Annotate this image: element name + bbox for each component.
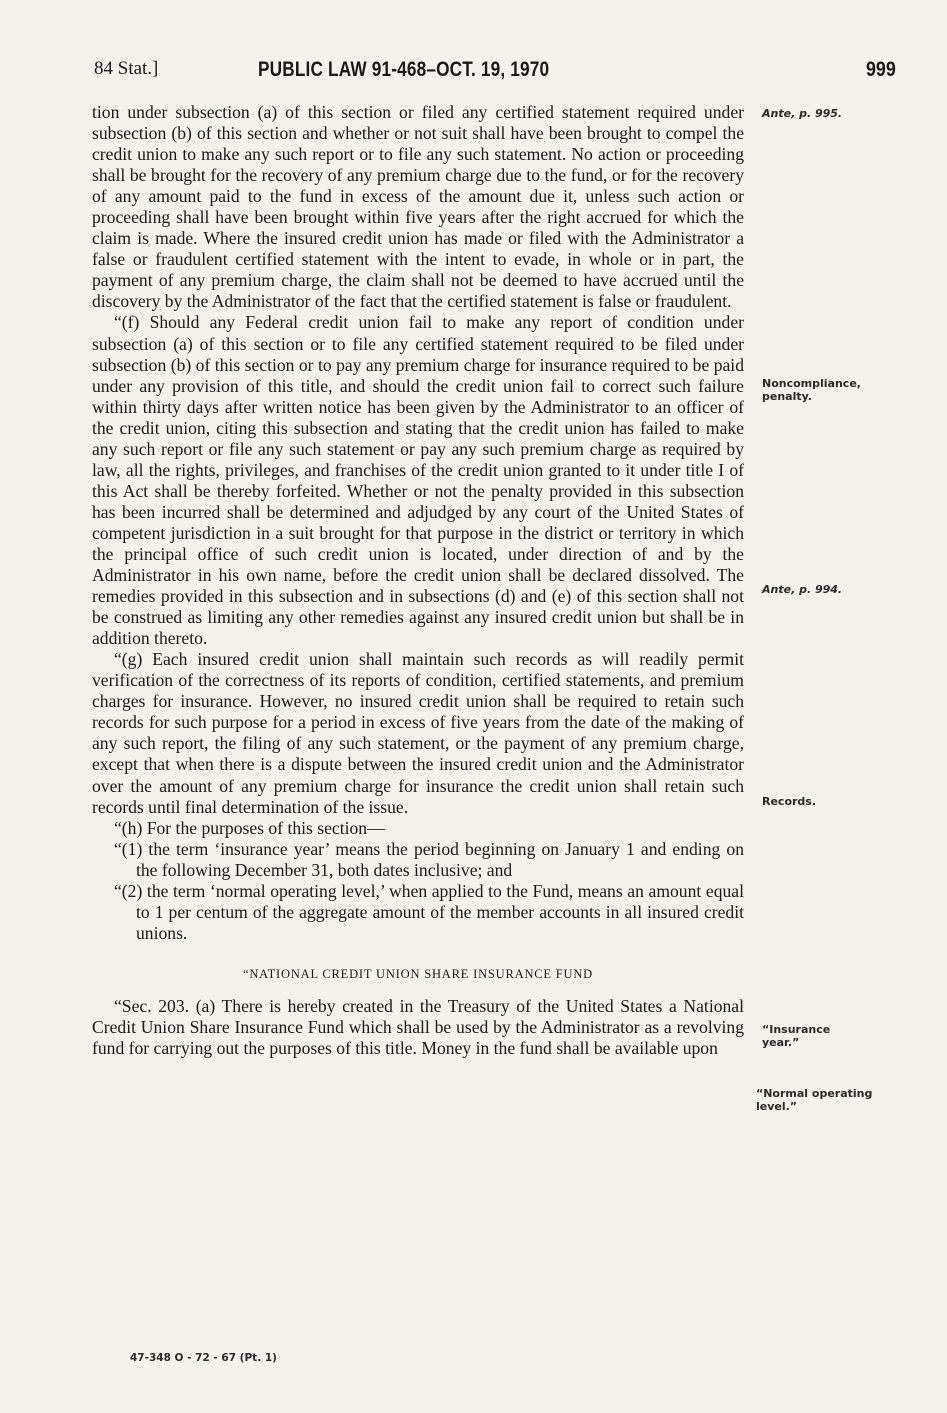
margin-note-records: Records. — [762, 795, 817, 808]
margin-note-insurance-year: “Insurance year.” — [762, 1023, 831, 1049]
paragraph-subsection-h: “(h) For the purposes of this section— — [114, 817, 385, 838]
print-code: 47-348 O - 72 - 67 (Pt. 1) — [130, 1352, 277, 1364]
section-heading: “NATIONAL CREDIT UNION SHARE INSURANCE FUND — [242, 966, 594, 981]
body-text — [92, 102, 744, 1059]
running-title: PUBLIC LAW 91-468–OCT. 19, 1970 — [258, 58, 550, 81]
definition-normal-operating-level: “(2) the term ‘normal operating level,’ when applied to the Fund, means an amount equal to 1 per centum of the aggregate amount of the member accounts in all insured credit unions. — [114, 880, 744, 943]
margin-note-ante-995: Ante, p. 995. — [762, 107, 843, 120]
margin-note-noncompliance: Noncompliance, penalty. — [762, 377, 861, 403]
paragraph-subsection-f: “(f) Should any Federal credit union fail to make any report of condition under subsection (a) of this section or to file any certified statement required to be filed under subsection (b) of this section or to pay any premium charge for insurance required to be paid under any provision of this title, and should the credit union fail to correct such failure within thirty days after written notice has been given by the Administrator to an officer of the credit union, citing this subsection and stating that the credit union has failed to make any such report or file any such statement or pay any such premium charge as required by law, all the rights, privileges, and franchises of the credit union granted to it under title I of this Act shall be thereby forfeited. Whether or not the penalty provided in this subsection has been incurred shall be determined and adjudged by any court of the United States of competent jurisdiction in a suit brought for that purpose in the district or territory in which the principal office of such credit union is located, under direction of and by the Administrator in his own name, before the credit union shall be declared dissolved. The remedies provided in this subsection and in subsections (d) and (e) of this section shall not be construed as limiting any other remedies against any insured credit union but shall be in addition thereto. — [92, 312, 744, 649]
page-number: 999 — [866, 58, 896, 81]
paragraph-section-203: “Sec. 203. (a) There is hereby created in the Treasury of the United States a National Credit Union Share Insurance Fund which shall be used by the Administrator as a revolving fund for carrying out the purposes of this title. Money in the fund shall be available upon — [92, 995, 744, 1059]
page-header — [0, 58, 947, 84]
margin-note-ante-994: Ante, p. 994. — [762, 583, 843, 596]
paragraph-continuation: tion under subsection (a) of this section or filed any certified statement required under subsection (b) of this section and whether or not suit shall have been brought to compel the credit union to make any such report or to file any such statement. No action or proceeding shall be brought for the recovery of any premium charge due to the fund, or for the recovery of any amount paid to the fund in excess of the amount due it, unless such action or proceeding shall have been brought within five years after the right accrued for which the claim is made. Where the insured credit union has made or filed with the Administrator a false or fraudulent certified statement with the intent to evade, in whole or in part, the payment of any premium charge, the claim shall not be deemed to have accrued until the discovery by the Administrator of the fact that the certified statement is false or fraudulent. — [92, 102, 744, 312]
volume-reference: 84 Stat.] — [94, 58, 159, 79]
definition-insurance-year: “(1) the term ‘insurance year’ means the period beginning on January 1 and ending on the following December 31, both dates inclusive; and — [114, 838, 744, 880]
margin-note-normal-operating-level: “Normal operating level.” — [756, 1087, 873, 1113]
paragraph-subsection-g: “(g) Each insured credit union shall maintain such records as will readily permit verification of the correctness of its reports of condition, certified statements, and premium charges for insurance. However, no insured credit union shall be required to retain such records for such purpose for a period in excess of five years from the date of the making of any such report, the filing of any such statement, or the payment of any premium charge, except that when there is a dispute between the insured credit union and the Administrator over the amount of any premium charge for insurance the credit union shall retain such records until final determination of the issue. — [92, 649, 744, 817]
